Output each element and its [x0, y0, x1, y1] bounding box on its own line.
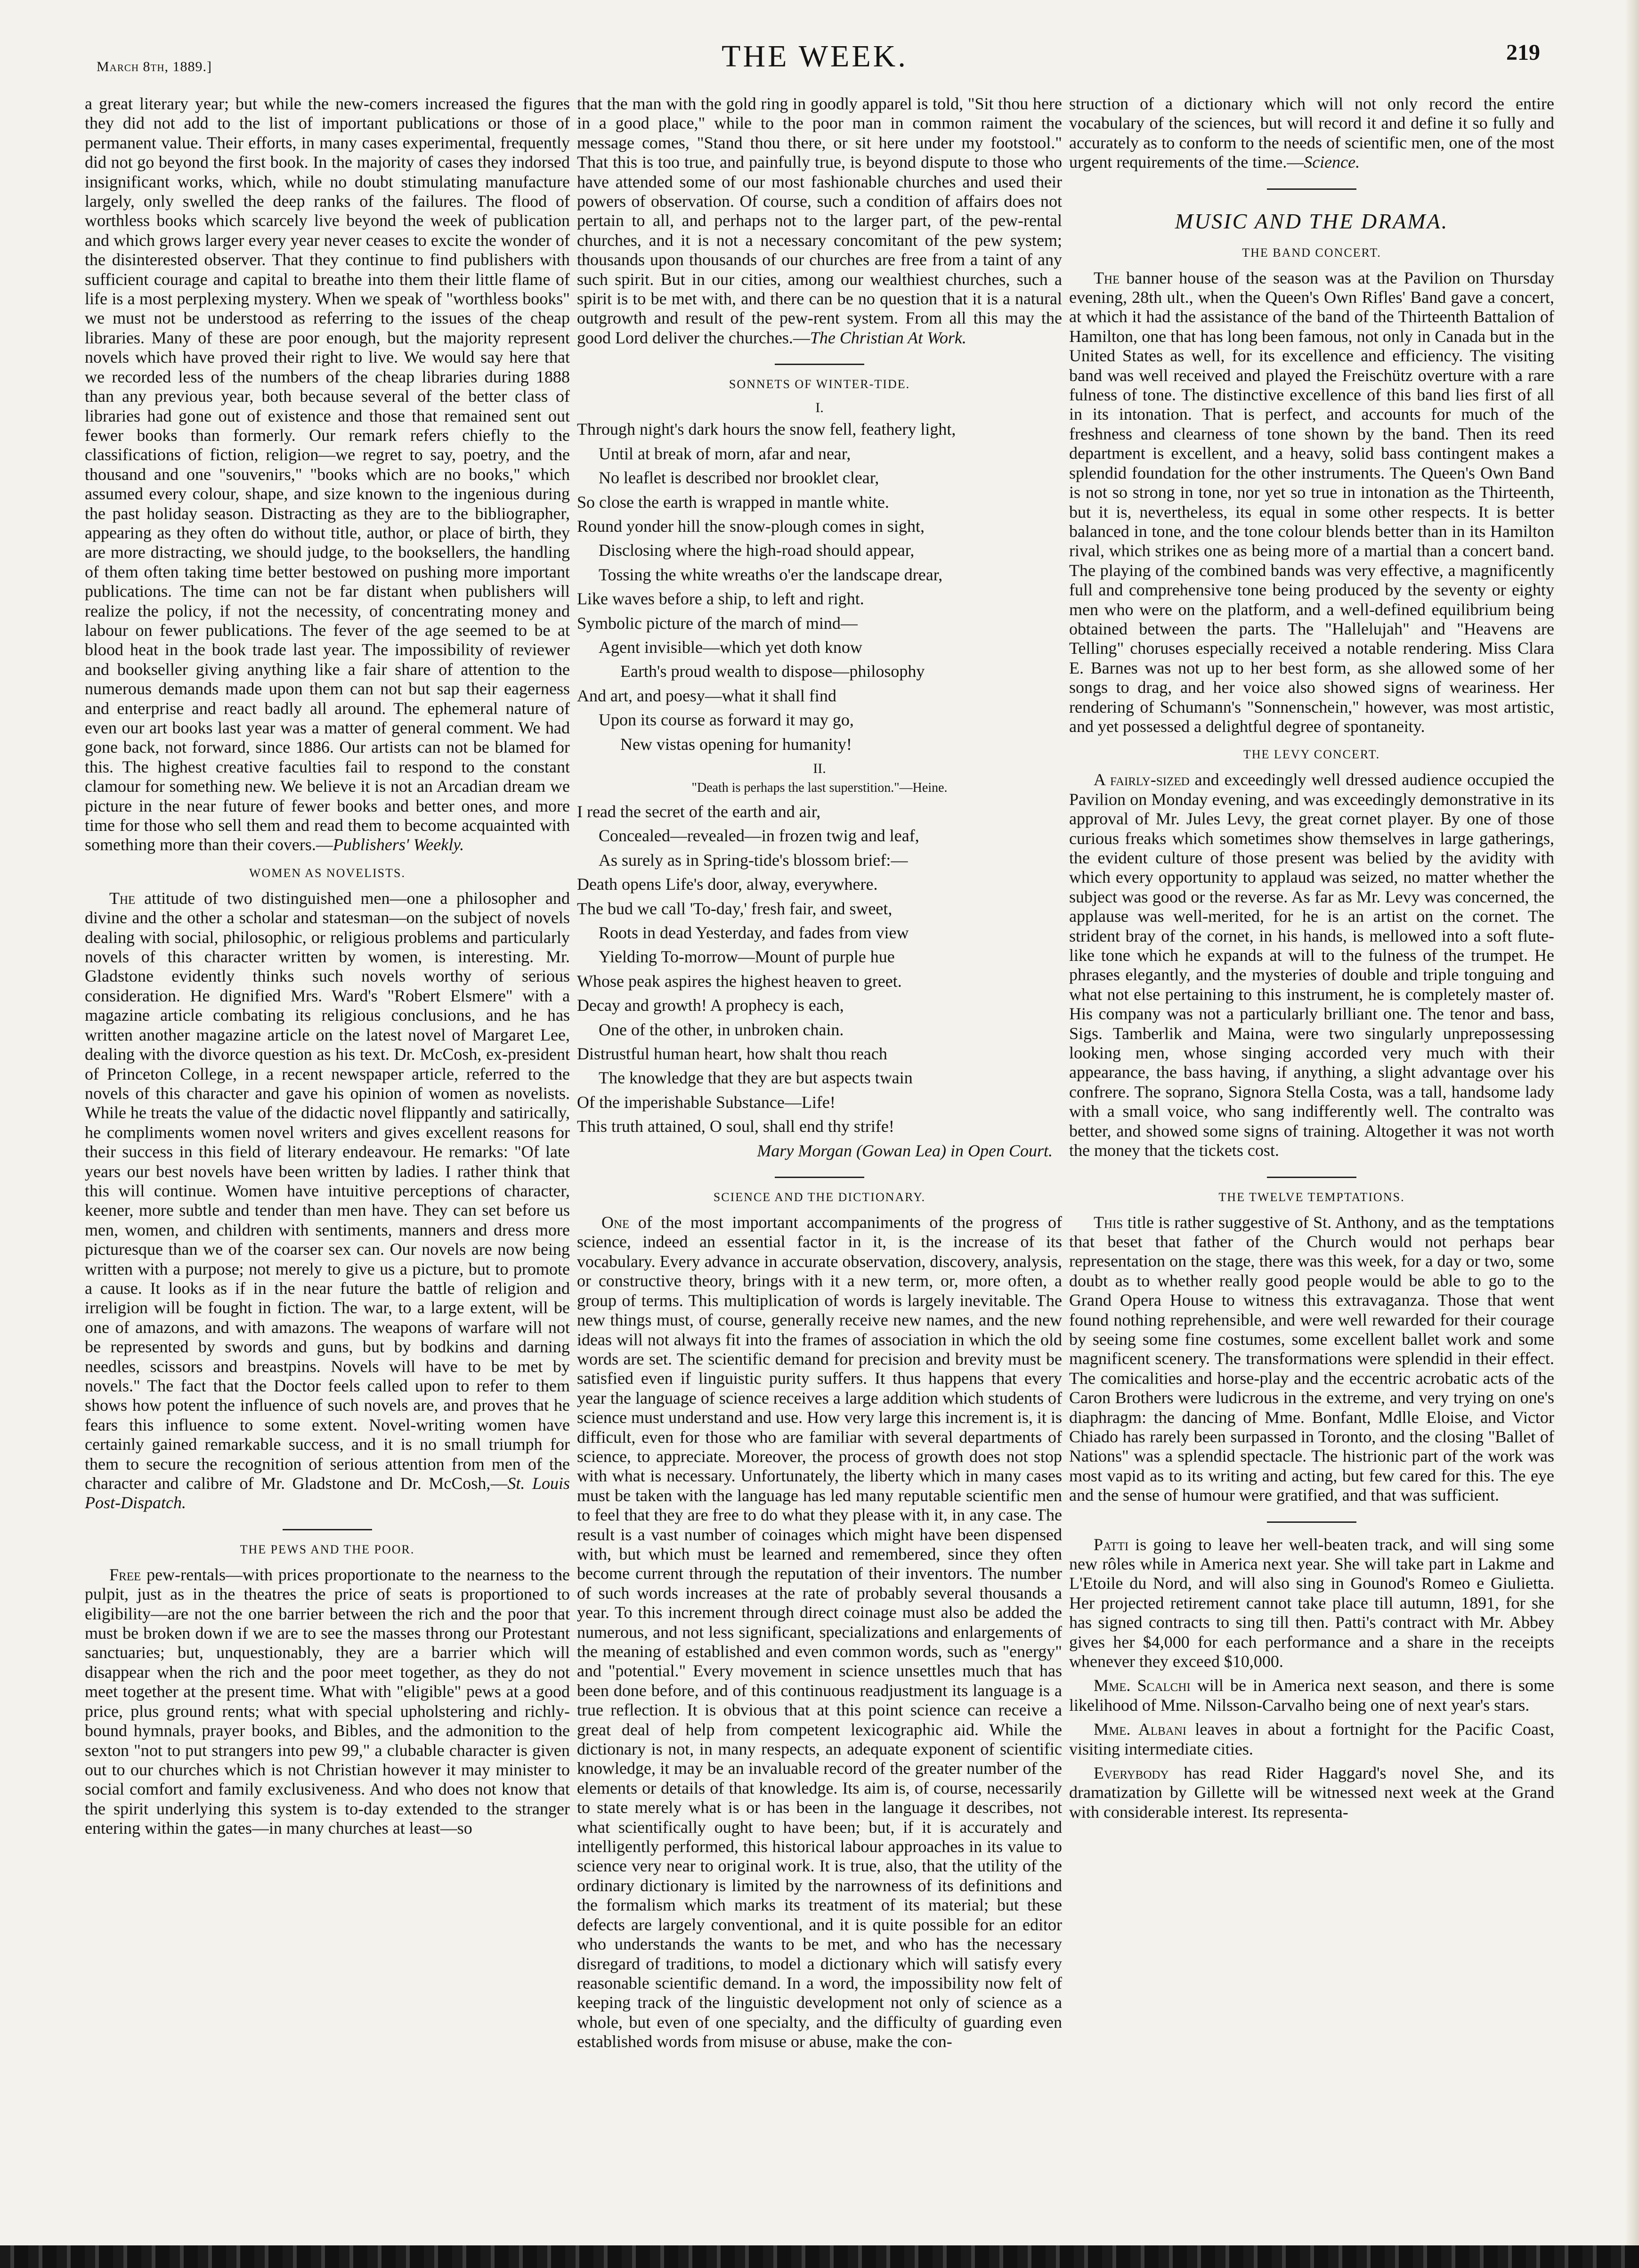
poem-line: And art, and poesy—what it shall find — [577, 686, 836, 705]
article-paragraph: One of the most important accompaniments of the progress of science, indeed an essential factor in it, is the increase of its vocabulary. Every advance in accurate observation, discovery, analysis, or constructive theory, brings with it a new term, or, more often, a group of terms. This multiplication of words is largely inevitable. The new things must, of course, generally receive new names, and the new ideas will not always fit into the frames of association in which the old words are set. The scientific demand for precision and brevity must be satisfied even if linguistic purity suffers. It thus happens that every year the language of science receives a large addition which students of science must understand and use. How very large this increment is, it is difficult, even for those who are familiar with several departments of science, to appreciate. Moreover, the process of growth does not stop with what is necessary. Unfortunately, the liberty which in many cases must be taken with the language has led many reputable scientific men to feel that they are free to do what they please with it, in any case. The result is a vast number of coinages which might have been dispensed with, but which must be learned and remembered, since they often become current through the reputation of their inventors. The number of such words increases at the rate of probably several thousands a year. To this increment through direct coinage must also be added the numerous, and not less significant, specializations and enlargements of the meaning of established and even common words, such as "energy" and "potential." Every movement in science unsettles much that has been done before, and of this continuous readjustment its language is a true reflection. It is obvious that at this point science can receive a great deal of help from competent lexicographic aid. While the dictionary is not, in many respects, an adequate exponent of scientific knowledge, it may be an invaluable record of the greater number of the elements or details of that knowledge. Its aim is, of course, necessarily to state merely what is or has been in the language it describes, not what scientifically ought to have been; but, if it is accurately and intelligently performed, this historical labour approaches in its value to science very near to original work. It is true, also, that the utility of the ordinary dictionary is limited by the narrowness of its definitions and the formalism which marks its treatment of its material; but these defects are largely conventional, and it is quite possible for an editor who understands the wants to be met, and who has the necessary disregard of traditions, to model a dictionary which will satisfy every reasonable scientific demand. In a word, the impossibility now felt of keeping track of the linguistic development not only of science as a whole, but even of one specialty, and the difficulty of guarding even established words from misuse or abuse, make the con- — [577, 1213, 1062, 2051]
publication-title: THE WEEK. — [722, 39, 908, 73]
article-heading-twelve-temptations: THE TWELVE TEMPTATIONS. — [1218, 1190, 1405, 1204]
poem-line: Roots in dead Yesterday, and fades from view — [599, 923, 909, 942]
poem-line: Whose peak aspires the highest heaven to greet. — [577, 971, 902, 991]
section-divider — [775, 364, 864, 365]
article-heading-levy-concert: THE LEVY CONCERT. — [1243, 748, 1380, 762]
section-divider — [775, 1177, 864, 1178]
sonnet-1 — [577, 420, 1062, 754]
page-edge-shadow — [1625, 0, 1639, 2268]
poem-heading-sonnets: SONNETS OF WINTER-TIDE. — [729, 377, 910, 391]
poem-line: Decay and growth! A prophecy is each, — [577, 996, 844, 1015]
poem-line: Earth's proud wealth to dispose—philosophy — [620, 662, 925, 681]
article-heading-women-as-novelists: WOMEN AS NOVELISTS. — [249, 866, 406, 880]
sonnet-number: I. — [815, 400, 824, 416]
poem-line: This truth attained, O soul, shall end thy strife! — [577, 1117, 894, 1136]
poem-line: The knowledge that they are but aspects twain — [599, 1068, 913, 1088]
poem-line: Like waves before a ship, to left and right. — [577, 589, 864, 609]
article-paragraph: A fairly-sized and exceedingly well dressed audience occupied the Pavilion on Monday evening, and was exceedingly demonstrative in its approval of Mr. Jules Levy, the great cornet player. By one of those curious freaks which sometimes show themselves in large gatherings, the evident culture of those present was belied by the avidity with which every opportunity to applaud was seized, no matter whether the subject was good or the reverse. As far as Mr. Levy was concerned, the applause was well-merited, for he is an artist on the cornet. The strident bray of the cornet, in his hands, is mellowed into a soft flute-like tone which he expands at will to the fulness of the trumpet. He phrases elegantly, and the mysteries of double and triple tonguing and what not else pertaining to this instrument, he is completely master of. His company was not a particularly brilliant one. The tenor and bass, Sigs. Tamberlik and Maina, were two singularly unprepossessing looking men, whose singing accorded very much with their appearance, the bass having, if anything, a slight advantage over his confrere. The soprano, Signora Stella Costa, was a tall, handsome lady with a small voice, who sang indifferently well. The contralto was better, and showed some signs of training. Altogether it was not worth the money that the tickets cost. — [1069, 770, 1554, 1160]
article-heading-pews-and-poor: THE PEWS AND THE POOR. — [240, 1542, 415, 1556]
section-divider — [1267, 188, 1356, 190]
article-paragraph: The attitude of two distinguished men—one a philosopher and divine and the other a scholar and statesman—on the subject of novels dealing with social, philosophic, or religious problems and particularly novels of this character written by women, is interesting. Mr. Gladstone evidently thinks such novels worthy of serious consideration. He dignified Mrs. Ward's "Robert Elsmere" with a magazine article combating its religious conclusions, and he has written another magazine article on the latest novel of Margaret Lee, dealing with the divorce question as his text. Dr. McCosh, ex-president of Princeton College, in a recent newspaper article, referred to the novels of this character and gave his opinion of women as novelists. While he treats the value of the didactic novel flippantly and satirically, he compliments women novel writers and gives excellent reasons for their success in this field of literary endeavour. He remarks: "Of late years our best novels have been written by ladies. I rather think that this will continue. Women have intuitive perceptions of character, keener, more subtle and tender than men have. They can set before us men, women, and children with sentiments, manners and dress more picturesque than we of the coarser sex can. Our novels are now being written with a purpose; not merely to give us a picture, but to promote a cause. It looks as if in the near future the battle of religion and irreligion will be fought in fiction. The war, to a large extent, will be one of amazons, and with amazons. The weapons of warfare will not be represented by swords and guns, but by bodkins and darning needles, scissors and breastpins. Novels will have to be met by novels." The fact that the Doctor feels called upon to refer to them shows how potent the influence of such novels are, and proves that he fears this influence to some extent. Novel-writing women have certainly gained remarkable success, and it is no small triumph for them to secure the recognition of serious attention from men of the character and calibre of Mr. Gladstone and Dr. McCosh,—St. Louis Post-Dispatch. — [85, 888, 570, 1512]
poem-line: Death opens Life's door, alway, everywhere. — [577, 875, 878, 894]
poem-line: Concealed—revealed—in frozen twig and leaf, — [599, 826, 919, 845]
poem-line: Symbolic picture of the march of mind— — [577, 613, 858, 633]
article-paragraph: Free pew-rentals—with prices proportionate to the nearness to the pulpit, just as in the theatres the price of seats is proportioned to eligibility—are not the one barrier between the rich and the poor that must be broken down if we are to see the masses throng our Protestant sanctuaries; but, unquestionably, they are a barrier which will disappear when the rich and the poor meet together, as they do not meet together at the present time. What with "eligible" pews at a good price, plus ground rents; what with special upholstering and richly-bound hymnals, prayer books, and Bibles, and the admonition to the sexton "not to put strangers into pew 99," a clubable character is given out to our churches which is not Christian however it may minister to social comfort and family exclusiveness. And who does not know that the spirit underlying this system is to-day extended to the stranger entering within the gates—in many churches at least—so — [85, 1565, 570, 1838]
column-3 — [1069, 94, 1554, 1827]
poem-line: The bud we call 'To-day,' fresh fair, and sweet, — [577, 899, 893, 918]
poem-line: No leaflet is described nor brooklet clear, — [599, 468, 879, 488]
issue-date: March 8th, 1889.] — [97, 59, 212, 74]
poem-line: I read the secret of the earth and air, — [577, 802, 821, 821]
news-item: Mme. Albani leaves in about a fortnight for the Pacific Coast, visiting intermediate cities. — [1069, 1720, 1554, 1758]
sonnet-epigraph: "Death is perhaps the last superstition."—Heine. — [691, 780, 948, 795]
article-source: St. Louis Post-Dispatch. — [85, 1474, 570, 1512]
column-2 — [577, 94, 1062, 2057]
article-paragraph: struction of a dictionary which will not only record the entire vocabulary of the sciences, but will record it and define it so fully and accurately as to conform to the needs of scientific men, one of the most urgent requirements of the time.—Science. — [1069, 94, 1554, 172]
sonnet-2 — [577, 802, 1062, 1161]
article-source: Publishers' Weekly. — [333, 835, 464, 854]
article-heading-science-dictionary: SCIENCE AND THE DICTIONARY. — [713, 1190, 926, 1204]
news-item: Everybody has read Rider Haggard's novel She, and its dramatization by Gillette will be witnessed next week at the Grand with considerable interest. Its representa- — [1069, 1764, 1554, 1821]
poem-line: Of the imperishable Substance—Life! — [577, 1092, 836, 1112]
poem-line: Through night's dark hours the snow fell, feathery light, — [577, 420, 956, 439]
scan-border — [0, 2245, 1639, 2268]
article-source: Science. — [1304, 153, 1360, 172]
poem-line: One of the other, in unbroken chain. — [599, 1020, 844, 1039]
poem-line: Distrustful human heart, how shalt thou reach — [577, 1044, 887, 1064]
article-heading-band-concert: THE BAND CONCERT. — [1242, 245, 1381, 260]
poem-line: Upon its course as forward it may go, — [599, 710, 854, 730]
article-source: The Christian At Work. — [810, 328, 966, 347]
sonnet-number: II. — [813, 760, 826, 776]
page-number: 219 — [1506, 40, 1540, 65]
masthead — [89, 33, 1540, 75]
section-divider — [283, 1529, 372, 1530]
poem-line: Agent invisible—which yet doth know — [599, 637, 862, 657]
section-divider — [1267, 1177, 1356, 1178]
news-item: Mme. Scalchi will be in America next season, and there is some likelihood of Mme. Nilsson-Carvalho being one of next year's stars. — [1069, 1676, 1554, 1715]
section-title-music-drama: MUSIC AND THE DRAMA. — [1175, 209, 1449, 233]
poem-signature: Mary Morgan (Gowan Lea) in Open Court. — [757, 1141, 1053, 1160]
poem-line: Round yonder hill the snow-plough comes in sight, — [577, 516, 925, 536]
article-paragraph: The banner house of the season was at the Pavilion on Thursday evening, 28th ult., when the Queen's Own Rifles' Band gave a concert, at which it had the assistance of the band of the Thirteenth Battalion of Hamilton, one that has long been famous, not only in Canada but in the United States as well, for its excellence and efficiency. The visiting band was well received and played the Freischütz overture with a rare fulness of tone. The distinctive excellence of this band lies first of all in its intonation. That is perfect, and accounts for much of the freshness and clearness of tone shown by the band. Then its reed department is excellent, and a heavy, solid bass contingent makes a splendid foundation for the other instruments. The Queen's Own Band is not so strong in tone, nor yet so true in intonation as the Thirteenth, but it is, nevertheless, its equal in some other respects. It is better balanced in tone, and the tone colour blends better than in its Hamilton rival, which strikes one as being more of a martial than a concert band. The playing of the combined bands was very effective, a magnificently full and comprehensive tone being produced by the seventy or eighty men who were on the platform, and a well-defined equilibrium being obtained between the parts. The "Hallelujah" and "Heavens are Telling" choruses especially received a notable rendering. Miss Clara E. Barnes was not up to her best form, as she allowed some of her songs to drag, and her voice also showed signs of weariness. Her rendering of Schumann's "Sonnenschein," however, was most artistic, and yet possessed a delightful degree of spontaneity. — [1069, 268, 1554, 736]
poem-line: New vistas opening for humanity! — [620, 734, 852, 754]
poem-line: Until at break of morn, afar and near, — [599, 444, 851, 463]
column-1 — [85, 94, 570, 1843]
article-paragraph: This title is rather suggestive of St. Anthony, and as the temptations that beset that father of the Church would not perhaps bear representation on the stage, there was this week, for a day or two, some doubt as to whether really good people would be able to go to the Grand Opera House to witness this extravaganza. Those that went found nothing reprehensible, and were well rewarded for their courage by seeing some fine costumes, some excellent ballet work and some magnificent scenery. The transformations were splendid in their effect. The comicalities and horse-play and the eccentric acrobatic acts of the Caron Brothers were ludicrous in the extreme, and very trying on one's diaphragm: the dancing of Mme. Bonfant, Mdlle Eloise, and Victor Chiado has rarely been surpassed in Toronto, and the closing "Ballet of Nations" was a splendid spectacle. The histrionic part of the work was most vapid as to its writing and acting, but few cared for this. The eye and the sense of humour were gratified, and that was sufficient. — [1069, 1212, 1554, 1505]
poem-line: Yielding To-morrow—Mount of purple hue — [599, 947, 895, 967]
poem-line: Disclosing where the high-road should appear, — [599, 541, 915, 560]
news-item: Patti is going to leave her well-beaten track, and will sing some new rôles while in America next year. She will take part in Lakme and L'Etoile du Nord, and will also sing in Gounod's Romeo e Giulietta. Her projected retirement cannot take place till autumn, 1891, for she has signed contracts to sing till then. Patti's contract with Mr. Abbey gives her $4,000 for each performance and a share in the receipts whenever they exceed $10,000. — [1069, 1535, 1554, 1671]
poem-line: Tossing the white wreaths o'er the landscape drear, — [599, 565, 943, 584]
article-paragraph: that the man with the gold ring in goodly apparel is told, "Sit thou here in a good place," while to the poor man in common raiment the message comes, "Stand thou there, or sit here under my footstool." That this is too true, and painfully true, is beyond dispute to those who have attended some of our most fashionable churches and used their powers of observation. Of course, such a condition of affairs does not pertain to all, and perhaps not to the larger part, of the pew-rental churches, and it is not a necessary concomitant of the pew system; thousands upon thousands of our churches are free from a taint of any such spirit. But in our cities, among our wealthiest churches, such a spirit is to be met with, and there can be no question that it is a natural outgrowth and result of the pew-rent system. From all this may the good Lord deliver the churches.—The Christian At Work. — [577, 94, 1062, 347]
section-divider — [1267, 1521, 1356, 1523]
poem-line: As surely as in Spring-tide's blossom brief:— — [599, 850, 908, 870]
article-paragraph: a great literary year; but while the new-comers increased the figures they did not add to the list of important publications or those of permanent value. Their efforts, in many cases experimental, frequently did not go beyond the first book. In the majority of cases they indorsed insignificant works, which, while no doubt stimulating manufacture largely, only swelled the deep ranks of the failures. The flood of worthless books which scarcely live beyond the week of publication and which grows larger every year never ceases to excite the wonder of the disinterested observer. That they continue to find publishers with sufficient courage and capital to breathe into them their little flame of life is a most perplexing mystery. When we speak of "worthless books" we must not be understood as referring to the issues of the cheap libraries. Many of these are poor enough, but the majority represent novels which have proved their right to live. We would say here that we recorded less of the numbers of the cheap libraries during 1888 than any previous year, both because several of the better class of libraries had gone out of existence and those that remained sent out fewer books than formerly. Our remark refers chiefly to the classifications of fiction, religion—we regret to say, poetry, and the thousand and one "souvenirs," "books which are no books," which assumed every colour, shape, and size known to the ingenious during the past holiday season. Distracting as they are to the bibliographer, appearing as they often do without title, author, or place of birth, they are more distracting, we should judge, to the booksellers, the handling of them often taking time better bestowed on pushing more important publications. The time can not be far distant when publishers will realize the policy, if not the necessity, of concentrating money and labour on fewer publications. The fever of the age seemed to be at blood heat in the book trade last year. The impossibility of reviewer and bookseller giving anything like a fair share of attention to the numerous demands made upon them can not but sap their eagerness and enterprise and react badly all around. The ephemeral nature of even our art books last year was a matter of general comment. We had gone back, not forward, since 1886. Our artists can not be blamed for this. The highest creative faculties fail to respond to the constant clamour for something new. We believe it is not an Arcadian dream we picture in the near future of fewer books and better ones, and more time for those who sell them and read them to become acquainted with something more than their covers.—Publishers' Weekly. — [85, 94, 570, 854]
poem-line: So close the earth is wrapped in mantle white. — [577, 492, 889, 512]
